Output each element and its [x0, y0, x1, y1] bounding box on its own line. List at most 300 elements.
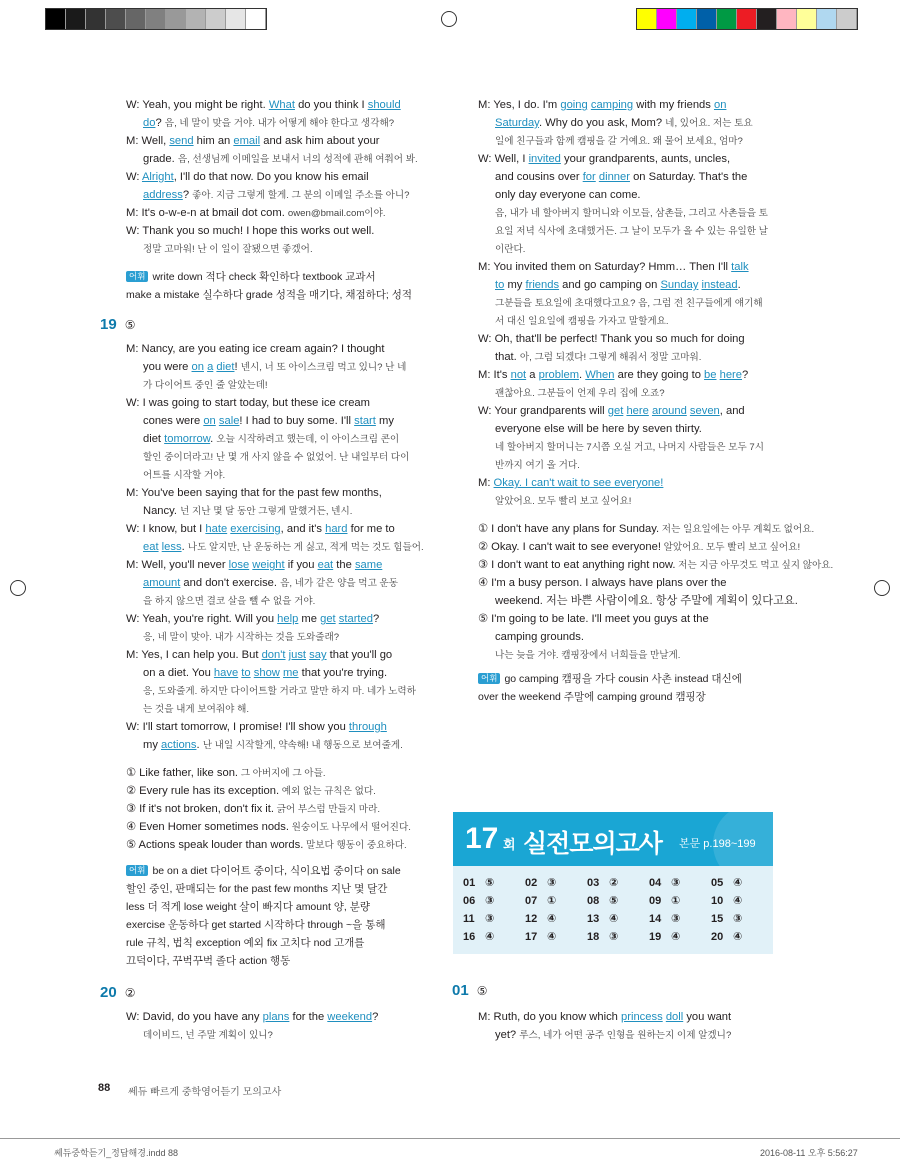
answer-key	[453, 866, 773, 954]
option-number: ①	[478, 523, 489, 535]
dialog-text: W: David, do you have any	[126, 1011, 263, 1023]
dialog-text: my	[504, 279, 526, 291]
dialog-line	[143, 412, 426, 430]
dialog-text: ?	[372, 1011, 379, 1023]
color-swatch	[737, 9, 757, 29]
dialog-line	[143, 448, 426, 466]
q01-section	[452, 982, 778, 1044]
dialog-text: ?	[182, 189, 193, 201]
option-number: ②	[478, 541, 489, 553]
answer-choice: ③	[671, 913, 681, 925]
answer-cell	[525, 894, 587, 912]
answer-option	[126, 800, 426, 818]
trim-line	[0, 1138, 900, 1139]
question-answer: ⑤	[124, 318, 136, 332]
answer-choice: ③	[547, 877, 557, 889]
answer-number: 12	[525, 913, 538, 925]
korean-translation: 는 것을 내게 보여줘야 해.	[143, 704, 250, 715]
answer-choice: ⑤	[609, 895, 619, 907]
underlined-answer: start	[354, 415, 376, 427]
dialog-line	[495, 132, 778, 150]
answer-option	[478, 556, 834, 574]
dialog-line	[126, 520, 426, 538]
dialog-text: M: You've been saying that for the past few months,	[126, 487, 382, 499]
option-number: ⑤	[126, 839, 137, 851]
answer-option	[126, 836, 426, 854]
korean-translation: 음, 네가 같은 양을 먹고 운동	[280, 578, 399, 589]
underlined-answer: here	[626, 405, 649, 417]
dialog-line	[126, 556, 426, 574]
underlined-answer: sale	[218, 415, 240, 427]
answer-option	[478, 538, 801, 556]
registration-mark-icon	[441, 11, 457, 27]
vocab-line: make a mistake 실수하다 grade 성적을 매기다, 채점하다; 성적	[126, 289, 413, 301]
underlined-answer: get	[320, 613, 336, 625]
dialog-text: and don't exercise.	[180, 577, 281, 589]
vocab-line	[126, 952, 426, 970]
dialog-text: W: Thank you so much! I hope this works out well.	[126, 225, 375, 237]
grayscale-bar	[45, 8, 267, 30]
dialog-line	[126, 168, 426, 186]
dialog-text: , and	[719, 405, 745, 417]
vocab-line: write down 적다 check 확인하다 textbook 교과서	[152, 271, 376, 283]
korean-translation: 요일 저녁 식사에 초대했거든. 그 날이 모두가 올 수 있는 유일한 날	[495, 226, 768, 237]
dialog-text: do you think I	[294, 99, 368, 111]
gray-swatch	[86, 9, 106, 29]
dialog-line	[495, 240, 778, 258]
page-reference: 본문 p.198~199	[679, 838, 756, 850]
dialog-text: ! I had to buy some. I'll	[239, 415, 355, 427]
process-color-bar	[636, 8, 858, 30]
vocab-box	[126, 268, 426, 304]
option-text: Actions speak louder than words.	[136, 839, 304, 851]
answer-row	[453, 912, 773, 930]
dialog-line	[143, 358, 426, 376]
dialog-line	[143, 736, 426, 754]
vocab-line	[126, 862, 426, 880]
dialog-line	[478, 96, 778, 114]
underlined-answer: princess	[621, 1011, 663, 1023]
answer-option-continued	[495, 628, 778, 646]
answer-cell	[463, 930, 525, 948]
dialog-text: W: I'll start tomorrow, I promise! I'll show you	[126, 721, 349, 733]
dialog-text: .	[579, 369, 586, 381]
vocab-text: go camping 캠핑을 가다 cousin 사촌 instead 대신에	[504, 673, 742, 685]
dialog-text: . Why do you ask, Mom?	[538, 117, 666, 129]
vocab-line	[126, 916, 426, 934]
underlined-answer: Okay. I can't wait to see everyone!	[493, 477, 664, 489]
vocab-line	[126, 880, 426, 898]
dialog-line	[495, 438, 778, 456]
underlined-answer: less	[161, 541, 182, 553]
question-header	[100, 316, 426, 340]
dialog-line	[126, 96, 426, 114]
dialog-text: the	[333, 559, 355, 571]
korean-translation: 괜찮아요. 그분들이 언제 우리 집에 오죠?	[495, 388, 665, 399]
dialog-line	[126, 1008, 426, 1026]
underlined-answer: get	[607, 405, 624, 417]
answer-option	[478, 610, 778, 628]
dialog-text: .	[196, 739, 203, 751]
dialog-line	[143, 240, 426, 258]
answer-cell	[587, 876, 649, 894]
answer-choice: ④	[733, 931, 743, 943]
underlined-answer: weight	[252, 559, 285, 571]
page-number: 88	[98, 1082, 111, 1094]
gray-swatch	[226, 9, 246, 29]
korean-translation: owen@bmail.com이야.	[287, 208, 386, 219]
dialog-text: , I'll do that now. Do you know his email	[173, 171, 369, 183]
color-swatch	[657, 9, 677, 29]
underlined-answer: send	[169, 135, 194, 147]
korean-translation: 루스, 네가 어떤 공주 인형을 원하는지 이제 알겠니?	[519, 1030, 732, 1041]
underlined-answer: eat	[143, 541, 159, 553]
dialog-text: W: I know, but I	[126, 523, 206, 535]
dialog-line	[143, 430, 426, 448]
answer-choice: ④	[733, 895, 743, 907]
dialog-line	[478, 402, 778, 420]
underlined-answer: invited	[528, 153, 561, 165]
dialog-text: and cousins over	[495, 171, 583, 183]
answer-cell	[711, 912, 773, 930]
registration-mark-icon	[874, 580, 890, 596]
option-text: camping grounds.	[495, 631, 584, 643]
korean-translation: 이란다.	[495, 244, 526, 255]
korean-translation: 음, 선생님께 이메일을 보내서 너의 성적에 관해 여쭤어 봐.	[177, 154, 418, 165]
underlined-answer: to	[241, 667, 251, 679]
answer-choice: ④	[671, 931, 681, 943]
dialog-text: W: I was going to start today, but these ice cream	[126, 397, 370, 409]
dialog-text: .	[181, 541, 188, 553]
korean-translation: 음, 내가 네 할아버지 할머니와 이모들, 삼촌들, 그리고 사촌들을 토	[495, 208, 768, 219]
dialog-text: W: Yeah, you're right. Will you	[126, 613, 278, 625]
underlined-answer: friends	[525, 279, 560, 291]
underlined-answer: going	[560, 99, 588, 111]
dialog-text: M: Yes, I can help you. But	[126, 649, 262, 661]
answer-cell	[587, 930, 649, 948]
dialog-line	[478, 366, 778, 384]
color-swatch	[717, 9, 737, 29]
dialog-text: W: Oh, that'll be perfect! Thank you so much for doing	[478, 333, 745, 345]
answer-number: 17	[525, 931, 538, 943]
dialog-line	[126, 610, 426, 628]
underlined-answer: around	[651, 405, 687, 417]
gray-swatch	[246, 9, 266, 29]
korean-translation: 좋아. 지금 그렇게 할게. 그 분의 이메일 주소를 아니?	[192, 190, 410, 201]
answer-number: 15	[711, 913, 724, 925]
answer-cell	[711, 876, 773, 894]
dialog-text: on a diet. You	[143, 667, 214, 679]
answer-choice: ③	[485, 895, 495, 907]
gray-swatch	[206, 9, 226, 29]
answer-option	[126, 818, 426, 836]
answer-cell	[463, 876, 525, 894]
gray-swatch	[166, 9, 186, 29]
question-header	[452, 982, 778, 1008]
dialog-text: and ask him about your	[260, 135, 380, 147]
dialog-line	[495, 114, 778, 132]
dialog-line	[495, 294, 778, 312]
dialog-text: W: Yeah, you might be right.	[126, 99, 269, 111]
korean-translation: 말보다 행동이 중요하다.	[303, 840, 407, 851]
dialog-text: that you'll go	[326, 649, 393, 661]
underlined-answer: Sunday	[660, 279, 699, 291]
underlined-answer: through	[348, 721, 387, 733]
underlined-answer: email	[233, 135, 261, 147]
korean-translation: 예외 없는 규칙은 없다.	[279, 786, 376, 797]
korean-translation: 아, 그럼 되겠다! 그렇게 해줘서 정말 고마워.	[519, 352, 702, 363]
color-swatch	[777, 9, 797, 29]
korean-translation: 저는 일요일에는 아무 계획도 없어요.	[659, 524, 815, 535]
dialog-line	[495, 384, 778, 402]
dialog-text: a	[526, 369, 539, 381]
dialog-text: on Saturday. That's the	[629, 171, 748, 183]
dialog-line	[143, 664, 426, 682]
korean-translation: 정말 고마워! 난 이 일이 잘됐으면 좋겠어.	[143, 244, 313, 255]
dialog-text: your grandparents, aunts, uncles,	[560, 153, 731, 165]
answer-number: 20	[711, 931, 724, 943]
underlined-answer: problem	[538, 369, 580, 381]
underlined-answer: What	[268, 99, 295, 111]
gray-swatch	[46, 9, 66, 29]
vocab-box	[126, 862, 426, 970]
answer-choice: ④	[733, 877, 743, 889]
vocab-line	[478, 688, 778, 706]
dialog-line	[126, 222, 426, 240]
vocab-tag: 어휘	[126, 865, 148, 876]
underlined-answer: plans	[262, 1011, 290, 1023]
korean-translation: 어트를 시작할 거야.	[143, 470, 226, 481]
underlined-answer: Saturday	[495, 117, 539, 129]
underlined-answer: amount	[143, 577, 181, 589]
answer-choice: ③	[733, 913, 743, 925]
dialog-text: me	[298, 613, 321, 625]
answer-option-continued	[495, 592, 798, 610]
dialog-text: M: It's o-w-e-n at bmail dot com.	[126, 207, 288, 219]
question-answer: ②	[124, 986, 136, 1000]
vocab-text: less 더 적게 lose weight 살이 빠지다 amount 양, 분량	[126, 901, 371, 913]
answer-number: 03	[587, 877, 600, 889]
color-swatch	[637, 9, 657, 29]
answer-number: 16	[463, 931, 476, 943]
color-swatch	[757, 9, 777, 29]
answer-cell	[463, 912, 525, 930]
dialog-line	[143, 376, 426, 394]
underlined-answer: do	[143, 117, 156, 129]
dialog-text: only day everyone can come.	[495, 189, 641, 201]
round-suffix: 회	[503, 837, 516, 852]
dialog-line	[143, 700, 426, 718]
answer-cell	[463, 894, 525, 912]
dialog-line	[143, 628, 426, 646]
test-title: 실전모의고사	[523, 830, 662, 858]
underlined-answer: exercising	[230, 523, 281, 535]
dialog-line	[126, 132, 426, 150]
underlined-answer: camping	[590, 99, 634, 111]
korean-translation: 나도 알지만, 난 운동하는 게 싫고, 적게 먹는 것도 힘들어.	[187, 542, 424, 553]
option-text: Like father, like son.	[136, 767, 239, 779]
answer-number: 18	[587, 931, 600, 943]
dialog-text: M: Well,	[126, 135, 170, 147]
option-number: ②	[126, 785, 137, 797]
dialog-text: ?	[372, 613, 380, 625]
korean-translation: 그분들을 토요일에 초대했다고요? 음, 그럼 전 친구들에게 얘기해	[495, 298, 763, 309]
underlined-answer: address	[143, 189, 183, 201]
color-swatch	[797, 9, 817, 29]
underlined-answer: not	[510, 369, 527, 381]
dialog-text: M: Yes, I do. I'm	[478, 99, 561, 111]
underlined-answer: just	[288, 649, 307, 661]
dialog-line	[495, 492, 778, 510]
option-text: Every rule has its exception.	[136, 785, 280, 797]
underlined-answer: here	[719, 369, 743, 381]
dialog-line	[478, 1008, 778, 1026]
vocab-text: 할인 중인, 판매되는 for the past few months 지난 몇 달간	[126, 883, 388, 895]
dialog-line	[495, 186, 778, 204]
dialog-line	[495, 348, 778, 366]
dialog-text: him an	[193, 135, 234, 147]
korean-translation: 응, 도와줄게. 하지만 다이어트할 거라고 말만 하지 마. 네가 노력하	[143, 686, 416, 697]
dialog-text: if you	[284, 559, 318, 571]
question-number: 01	[452, 982, 469, 999]
underlined-answer: should	[367, 99, 401, 111]
answer-choice: ①	[671, 895, 681, 907]
underlined-answer: doll	[665, 1011, 684, 1023]
dialog-text: W:	[126, 171, 142, 183]
dialog-line	[143, 502, 426, 520]
underlined-answer: Alright	[141, 171, 174, 183]
korean-translation: 을 하지 않으면 결코 살을 뺄 수 없을 거야.	[143, 596, 316, 607]
option-number: ④	[478, 577, 489, 589]
answer-option	[126, 764, 426, 782]
option-number: ③	[478, 559, 489, 571]
answer-number: 08	[587, 895, 600, 907]
dialog-text: that you're trying.	[298, 667, 388, 679]
answer-cell	[649, 876, 711, 894]
dialog-line	[495, 456, 778, 474]
question-header	[100, 984, 426, 1008]
dialog-text: .	[737, 279, 741, 291]
korean-translation: 알았어요. 모두 빨리 보고 싶어요!	[660, 542, 801, 553]
underlined-answer: show	[253, 667, 280, 679]
underlined-answer: help	[277, 613, 299, 625]
vocab-text: exercise 운동하다 get started 시작하다 through ~을 통해	[126, 919, 386, 931]
dialog-line	[495, 222, 778, 240]
option-text: I don't want to eat anything right now.	[488, 559, 676, 571]
answer-number: 02	[525, 877, 538, 889]
answer-option	[478, 520, 815, 538]
vocab-tag: 어휘	[478, 673, 500, 684]
answer-choice: ④	[609, 913, 619, 925]
question-answer: ⑤	[476, 984, 488, 998]
vocab-box	[478, 670, 778, 706]
underlined-answer: a	[207, 361, 214, 373]
korean-translation: 반까지 여기 올 거다.	[495, 460, 580, 471]
dialog-text: you were	[143, 361, 192, 373]
option-number: ①	[126, 767, 137, 779]
dialog-text: diet	[143, 433, 165, 445]
vocab-text: 끄덕이다, 꾸벅꾸벅 졸다 action 행동	[126, 955, 291, 967]
answer-choice: ③	[485, 913, 495, 925]
korean-translation: 네, 있어요. 저는 토요	[665, 118, 753, 129]
answer-number: 09	[649, 895, 662, 907]
answer-number: 14	[649, 913, 662, 925]
dialog-line	[495, 204, 778, 222]
dialog-text: are they going to	[614, 369, 705, 381]
option-text: Okay. I can't wait to see everyone!	[488, 541, 661, 553]
underlined-answer: don't	[261, 649, 286, 661]
dialog-text: M: Well, you'll never	[126, 559, 229, 571]
option-text: If it's not broken, don't fix it.	[136, 803, 274, 815]
underlined-answer: When	[585, 369, 615, 381]
answer-number: 01	[463, 877, 476, 889]
underlined-answer: diet	[216, 361, 235, 373]
dialog-text: !	[234, 361, 241, 373]
registration-mark-icon	[10, 580, 26, 596]
option-text: Even Homer sometimes nods.	[136, 821, 289, 833]
gray-swatch	[186, 9, 206, 29]
gray-swatch	[126, 9, 146, 29]
underlined-answer: on	[191, 361, 204, 373]
book-title: 쎄듀 빠르게 중학영어듣기 모의고사	[128, 1087, 282, 1098]
vocab-line	[126, 898, 426, 916]
answer-number: 10	[711, 895, 724, 907]
dialog-text: M: Nancy, are you eating ice cream again? I thought	[126, 343, 385, 355]
dialog-text: for me to	[347, 523, 395, 535]
dialog-text: with my friends	[633, 99, 714, 111]
underlined-answer: be	[704, 369, 717, 381]
underlined-answer: me	[282, 667, 299, 679]
vocab-line	[478, 670, 778, 688]
answer-cell	[649, 894, 711, 912]
option-number: ③	[126, 803, 137, 815]
answer-choice: ③	[609, 931, 619, 943]
answer-option-translation	[495, 646, 778, 664]
underlined-answer: dinner	[598, 171, 630, 183]
underlined-answer: talk	[731, 261, 749, 273]
underlined-answer: hate	[205, 523, 228, 535]
answer-choice: ③	[671, 877, 681, 889]
korean-translation: 넨시, 너 또 아이스크림 먹고 있니? 난 네	[240, 362, 407, 373]
answer-cell	[525, 876, 587, 894]
dialog-line	[143, 592, 426, 610]
dialog-line	[495, 168, 778, 186]
dialog-text: you want	[683, 1011, 732, 1023]
dialog-line	[478, 258, 778, 276]
vocab-line	[126, 934, 426, 952]
answer-row	[453, 876, 773, 894]
answer-cell	[711, 894, 773, 912]
test-banner	[453, 812, 773, 866]
vocab-tag: 어휘	[126, 271, 148, 282]
dialog-line	[126, 340, 426, 358]
option-text: I'm a busy person. I always have plans over the	[488, 577, 727, 589]
dialog-text: yet?	[495, 1029, 520, 1041]
answer-choice: ④	[485, 931, 495, 943]
answer-choice: ⑤	[485, 877, 495, 889]
dialog-line	[143, 114, 426, 132]
answer-cell	[649, 912, 711, 930]
round-number: 17	[465, 822, 499, 855]
answer-choice: ②	[609, 877, 619, 889]
underlined-answer: to	[495, 279, 505, 291]
korean-translation: 데이비드, 넌 주말 계획이 있니?	[143, 1030, 273, 1041]
underlined-answer: same	[354, 559, 383, 571]
dialog-text: ?	[742, 369, 749, 381]
korean-translation: 저는 지금 아무것도 먹고 싶지 않아요.	[675, 560, 834, 571]
answer-number: 19	[649, 931, 662, 943]
answer-number: 06	[463, 895, 476, 907]
